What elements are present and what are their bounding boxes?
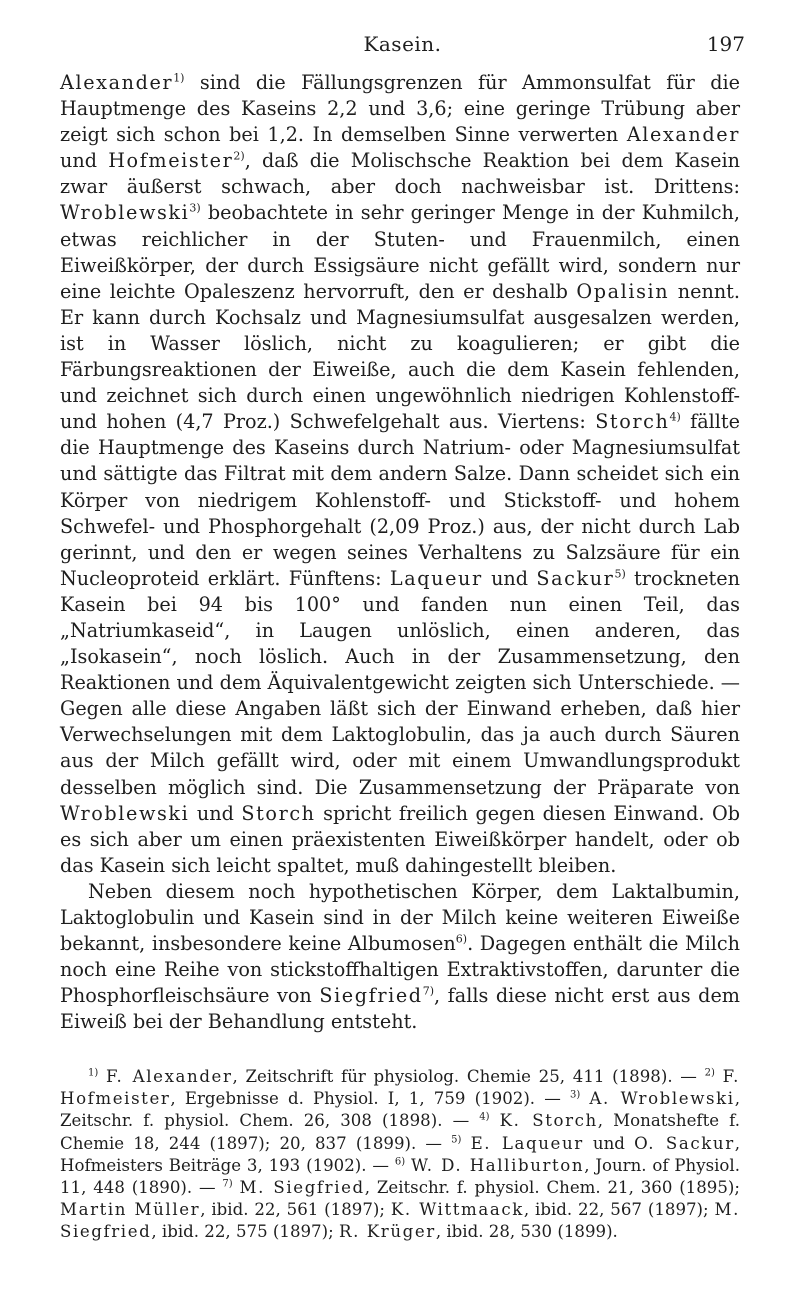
author-name: F. Hofmeister <box>60 1067 740 1109</box>
footnote-reference: 4) <box>669 410 681 424</box>
footnote-marker: 1) <box>88 1067 99 1079</box>
text-run <box>233 1178 240 1197</box>
text-run: , Hofmeisters Beiträge 3, 193 (1902). — <box>60 1133 741 1175</box>
text-run: , Zeitschrift für physiolog. Chemie 25, 411 (1898). — <box>232 1067 705 1086</box>
footnote-marker: 2) <box>704 1067 715 1079</box>
author-name: R. Krüger <box>338 1222 436 1242</box>
footnote-marker: 6) <box>394 1156 406 1168</box>
footnote-reference: 3) <box>189 202 201 216</box>
footnote-marker: 3) <box>569 1089 581 1101</box>
author-name: Storch <box>241 801 316 825</box>
text-run: , daß die Molischsche Reaktion bei dem Kasein zwar äußerst schwach, aber doch nachweisbar ist. Drittens: <box>60 149 740 199</box>
footnote-reference: 7) <box>422 984 434 998</box>
author-name: A. Wroblewski <box>589 1089 735 1109</box>
author-name: Martin Müller <box>60 1200 201 1220</box>
text-run <box>98 1067 106 1086</box>
footnote-marker: 4) <box>479 1111 490 1123</box>
author-name: F. Alexander <box>105 1067 233 1086</box>
author-name: W. D. Halliburton <box>410 1155 585 1175</box>
text-run: und <box>60 149 109 173</box>
footnote-marker: 7) <box>222 1178 233 1190</box>
text-run: . Dagegen enthält die Milch noch eine Reihe von stickstoffhaltigen Extraktivstoffen, darunter die Phosphorfleischsäure von <box>60 932 740 1008</box>
text-run: nennt. Er kann durch Kochsalz und Magnesiumsulfat ausgesalzen werden, ist in Wasser löslich, nicht zu koagulieren; er gibt die Färbungsreaktionen der Eiweiße, auch die dem Kasein fehlenden, und zeichnet sich durch einen ungewöhnlich niedrigen Kohlenstoff- und hohen (4,7 Proz.) Schwefelgehalt aus. Viertens: <box>60 279 740 434</box>
footnote-marker: 5) <box>451 1134 462 1146</box>
footnotes <box>60 1066 740 1244</box>
author-name: Wroblewski <box>60 201 190 225</box>
page-number: 197 <box>706 32 745 56</box>
text-run <box>715 1067 723 1086</box>
text-run: , ibid. 22, 575 (1897); <box>151 1222 339 1242</box>
text-run: sind die Fällungsgrenzen für Ammonsulfat für die Hauptmenge des Kaseins 2,2 und 3,6; eine geringe Trübung aber zeigt sich schon bei 1,2. In demselben Sinne verwerten <box>60 71 740 147</box>
author-name: Opalisin <box>576 279 670 303</box>
body-paragraph-2 <box>60 879 740 1036</box>
text-run: , ibid. 22, 567 (1897); <box>523 1200 715 1220</box>
text-run: spricht freilich gegen diesen Einwand. Ob es sich aber um einen präexistenten Eiweißkörper handelt, oder ob das Kasein sich leicht spaltet, muß dahingestellt bleiben. <box>60 801 740 877</box>
body-paragraph-1 <box>60 70 740 879</box>
author-name: Alexander <box>626 123 740 147</box>
author-name: Hofmeister <box>108 149 234 173</box>
text-run: und <box>583 1133 635 1153</box>
text-run: , Ergebnisse d. Physiol. I, 1, 759 (1902). — <box>170 1089 570 1109</box>
footnote-reference: 6) <box>455 932 468 946</box>
text-run: , falls diese nicht erst aus dem Eiweiß bei der Behandlung entsteht. <box>60 984 741 1034</box>
author-name: Sackur <box>536 566 615 590</box>
author-name: M. Siegfried <box>60 1200 740 1242</box>
running-head: Kasein. <box>363 32 442 56</box>
text-run: Neben diesem noch hypothetischen Körper, dem Laktalbumin, Laktoglobulin und Kasein sind in der Milch keine weiteren Eiweiße bekannt, insbesondere keine Albumosen <box>60 879 740 956</box>
author-name: K. Wittmaack <box>390 1200 524 1220</box>
text-run: , Monatshefte f. Chemie 18, 244 (1897); 20, 837 (1899). — <box>60 1111 740 1153</box>
author-name: O. Sackur <box>634 1133 735 1153</box>
text-run <box>490 1111 500 1130</box>
author-name: Siegfried <box>319 984 423 1008</box>
text-run <box>461 1134 470 1153</box>
author-name: K. Storch <box>499 1111 598 1131</box>
text-run: , Journ. of Physiol. 11, 448 (1890). — <box>60 1155 741 1198</box>
footnote-reference: 5) <box>614 567 626 581</box>
text-run: , ibid. 28, 530 (1899). <box>435 1222 618 1242</box>
text-run: und <box>189 801 242 825</box>
text-run: beobachtete in sehr geringer Menge in der Kuhmilch, etwas reichlicher in der Stuten- und Frauenmilch, einen Eiweißkörper, der durch Essigsäure nicht gefällt wird, sondern nur eine leichte Opaleszenz hervorruft, den er deshalb <box>60 201 740 303</box>
text-run: trockneten Kasein bei 94 bis 100° und fanden nun einen Teil, das „Natriumkaseid“, in Laugen unlöslich, einen anderen, das „Isokasein“, noch löslich. Auch in der Zusammensetzung, den Reaktionen und dem Äquivalentgewicht zeigten sich Unterschiede. — Gegen alle diese Angaben läßt sich der Einwand erheben, daß hier Verwechselungen mit dem Laktoglobulin, das ja auch durch Säuren aus der Milch gefällt wird, oder mit einem Umwandlungsprodukt desselben möglich sind. Die Zusammensetzung der Präparate von <box>60 566 740 799</box>
author-name: E. Laqueur <box>470 1133 584 1153</box>
text-run: , Zeitschr. f. physiol. Chem. 26, 308 (1898). — <box>60 1089 740 1131</box>
footnote-block <box>60 1066 740 1244</box>
author-name: Storch <box>595 410 670 434</box>
author-name: Wroblewski <box>60 801 190 825</box>
text-run: fällte die Hauptmenge des Kaseins durch Natrium- oder Magnesiumsulfat und sättigte das Filtrat mit dem andern Salze. Dann scheidet sich ein Körper von niedrigem Kohlenstoff- und Stickstoff- und hohem Schwefel- und Phosphorgehalt (2,09 Proz.) aus, der nicht durch Lab gerinnt, und den er wegen seines Verhaltens zu Salzsäure für ein Nucleoproteid erklärt. Fünftens: <box>60 410 740 590</box>
text-run: , Zeitschr. f. physiol. Chem. 21, 360 (1895); <box>364 1178 740 1198</box>
page-header <box>60 32 745 60</box>
body-text <box>60 70 740 1035</box>
author-name: Laqueur <box>389 566 483 590</box>
footnote-reference: 2) <box>233 149 245 163</box>
author-name: Alexander <box>60 71 174 94</box>
text-run: und <box>482 566 537 590</box>
footnote-reference: 1) <box>173 71 185 85</box>
author-name: M. Siegfried <box>239 1178 365 1198</box>
text-run: , ibid. 22, 561 (1897); <box>200 1200 391 1220</box>
